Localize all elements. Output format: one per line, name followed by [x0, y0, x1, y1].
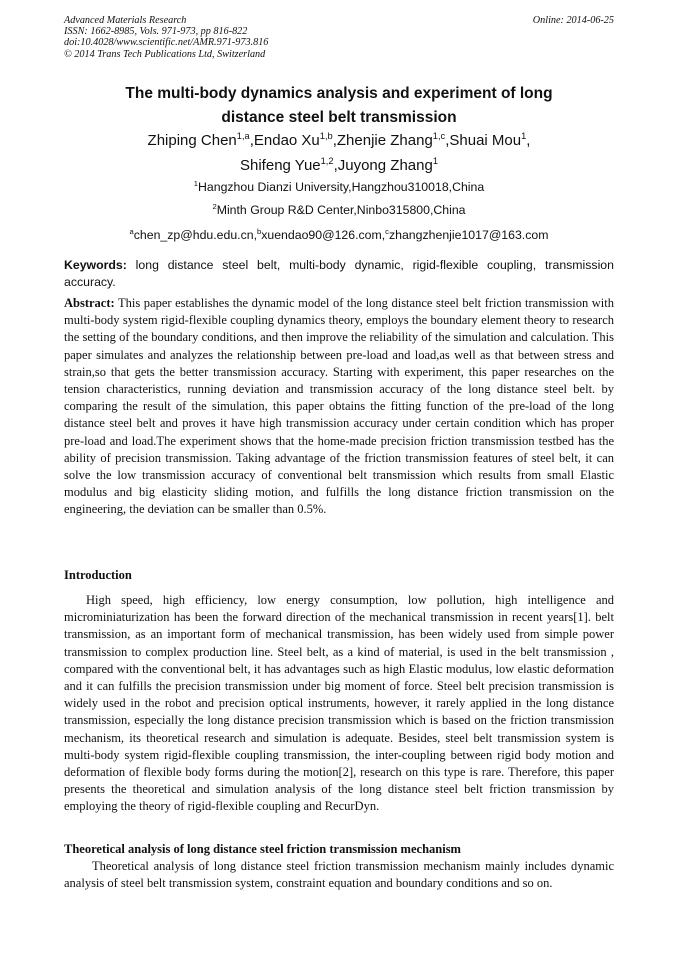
author-line-1: Zhiping Chen$^{1,a}$,Endao Xu$^{1,b}$,Zhenjie Zhang$^{1,c}$,Shuai Mou$^1$, — [147, 131, 531, 149]
email-link[interactable]: xuendao90@126.com, — [261, 228, 386, 242]
affiliation-1: $^1$Hangzhou Dianzi University,Hangzhou310018,China — [193, 178, 485, 194]
author-affil-mark: 1 — [432, 156, 438, 166]
author-name: Shifeng Yue — [240, 157, 321, 174]
section-paragraph: Theoretical analysis of long distance steel friction transmission mechanism mainly includes dynamic analysis of steel belt transmission system, constraint equation and boundary conditions and so on. — [64, 859, 614, 891]
title-line-2: distance steel belt transmission — [221, 109, 457, 126]
abstract-paragraph — [64, 295, 614, 519]
keywords-label: Keywords: — [64, 258, 127, 272]
author-line-2: Shifeng Yue$^{1,2}$,Juyong Zhang$^1$ — [240, 156, 438, 174]
author-affil-mark: 1,a — [236, 131, 250, 141]
journal-header — [64, 15, 268, 60]
author-name: Zhenjie Zhang — [336, 132, 433, 149]
author-affil-mark: 1,b — [319, 131, 333, 141]
copyright-line: © 2014 Trans Tech Publications Ltd, Switzerland — [64, 48, 266, 60]
affiliation-2: $^2$Minth Group R&D Center,Ninbo315800,China — [212, 201, 466, 217]
email-link[interactable]: chen_zp@hdu.edu.cn, — [133, 228, 257, 242]
section-heading: Theoretical analysis of long distance steel friction transmission mechanism — [64, 842, 461, 856]
abstract-label: Abstract: — [64, 296, 115, 310]
author-affil-mark: 1,2 — [320, 156, 334, 166]
journal-name: Advanced Materials Research — [64, 15, 187, 26]
doi-line: doi:10.4028/www.scientific.net/AMR.971-973.816 — [64, 37, 269, 49]
keywords-paragraph — [64, 257, 614, 291]
email-link[interactable]: zhangzhenjie1017@163.com — [388, 228, 549, 242]
author-name: Juyong Zhang — [337, 157, 433, 174]
abstract-text: This paper establishes the dynamic model of the long distance steel belt friction transmission with multi-body system rigid-flexible coupling dynamics theory, employs the boundary element theory to research the setting of the boundary conditions, and then improve the reliability of the simulation and calculation. This paper simulates and analyzes the relationship between pre-load and load,as well as that between stress and strain,so that gets the better transmission accuracy. Starting with experiment, this paper researches on the tension characteristics, running deviation and transmission accuracy of the long distance steel belt. by comparing the result of the simulation, this paper obtains the fitting function of the pre-load of the long distance steel belt and proves it have high transmission accuracy under certain condition which has proper pre-load and load.The experiment shows that the home-made precision friction transmission testbed has the ability of precision transmission. Taking advantage of the friction transmission features of steel belt, it can solve the low transmission accuracy of conventional belt transmission which results from small Elastic modulus and big elasticity sliding motion, and fulfills the long distance friction transmission on the engineering, the deviation can be smaller than 0.5%. — [64, 296, 614, 517]
title-line-1: The multi-body dynamics analysis and experiment of long — [125, 85, 553, 102]
issn-line: ISSN: 1662-8985, Vols. 971-973, pp 816-822 — [64, 26, 248, 38]
author-name: Zhiping Chen — [147, 132, 237, 149]
author-name: Endao Xu — [253, 132, 320, 149]
author-name: Shuai Mou — [449, 132, 522, 149]
keywords-text: long distance steel belt, multi-body dynamic, rigid-flexible coupling, transmission accuracy. — [64, 258, 614, 289]
introduction-heading: Introduction — [64, 568, 132, 582]
online-date: Online: 2014-06-25 — [532, 15, 614, 26]
author-list — [60, 128, 618, 178]
author-affil-mark: 1 — [521, 131, 527, 141]
paper-title — [60, 82, 618, 130]
author-affil-mark: 1,c — [432, 131, 446, 141]
introduction-paragraph: High speed, high efficiency, low energy consumption, low pollution, high intelligence and microminiaturization has been the forward direction of the mechanical transmission in recent years[1]. belt transmission, as an important form of mechanical transmission, has been widely used from simple power transmission to complex production line. Steel belt, as a kind of material, is used in the belt transmission , compared with the conventional belt, it has advantages such as high Elastic modulus, low elastic deformation and it can fulfills the precision transmission under big moment of force. Steel belt precision transmission is widely used in the robot and precision optical instruments, however, it rarely applied in the long distance transmission, especially the long distance precision transmission which is based on the friction transmission mechanism, its theoretical research and simulation is adequate. Besides, steel belt transmission system is multi-body system rigid-flexible coupling transmission, the inter-coupling between rigid body motion and deformation of flexible body forms during the motion[2], research on this type is rare. Therefore, this paper presents the theoretical and simulation analysis of the long distance steel belt friction transmission by employing the theory of rigid-flexible coupling and RecurDyn. — [64, 593, 614, 814]
email-list: $^a$chen_zp@hdu.edu.cn,$^b$xuendao90@126.com,$^c$zhangzhenjie1017@163.com — [129, 226, 549, 242]
